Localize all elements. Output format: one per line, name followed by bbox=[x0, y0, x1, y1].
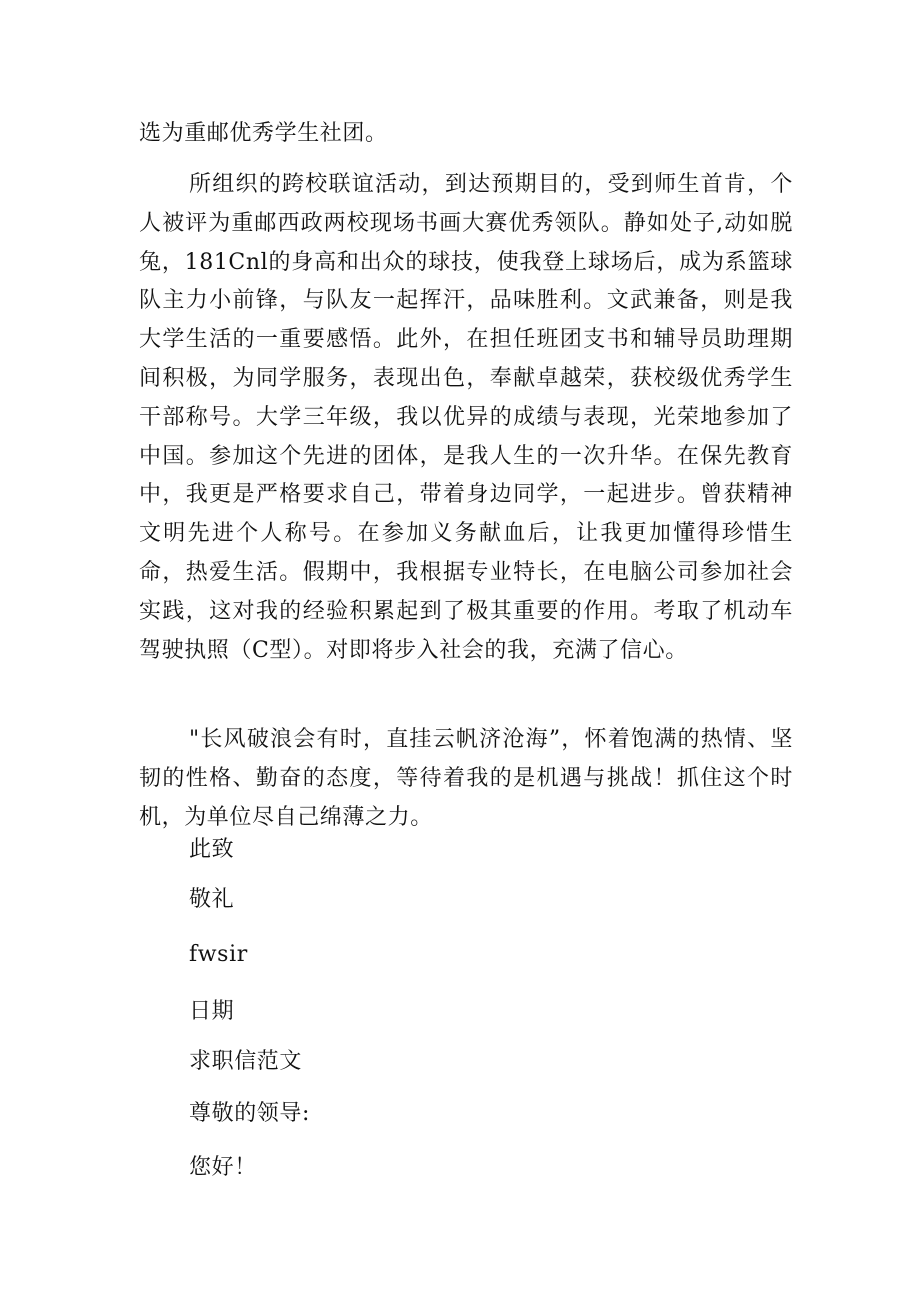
greeting: 您好！ bbox=[189, 1155, 257, 1180]
salutation: 尊敬的领导: bbox=[189, 1101, 311, 1126]
paragraph-2: 所组织的跨校联谊活动，到达预期目的，受到师生首肯，个人被评为重邮西政两校现场书画大赛优秀领队。静如处子,动如脱兔，181Cnl的身高和出众的球技，使我登上球场后，成为系篮球队主力小前锋，与队友一起挥汗，品味胜利。文武兼备，则是我大学生活的一重要感悟。此外，在担任班团支书和辅导员助理期间积极，为同学服务，表现出色，奉献卓越荣，获校级优秀学生干部称号。大学三年级，我以优异的成绩与表现，光荣地参加了中国。参加这个先进的团体，是我人生的一次升华。在保先教育中，我更是严格要求自己，带着身边同学，一起进步。曾获精神文明先进个人称号。在参加义务献血后，让我更加懂得珍惜生命，热爱生活。假期中，我根据专业特长，在电脑公司参加社会实践，这对我的经验积累起到了极其重要的作用。考取了机动车驾驶执照（C型）。对即将步入社会的我，充满了信心。 bbox=[139, 172, 793, 663]
signature: fwsir bbox=[189, 942, 248, 967]
paragraph-3: "长风破浪会有时，直挂云帆济沧海”，怀着饱满的热情、坚韧的性格、勤奋的态度，等待着我的是机遇与挑战！抓住这个时机，为单位尽自己绵薄之力。 bbox=[139, 727, 793, 830]
date-line: 日期 bbox=[189, 999, 235, 1024]
section-title: 求职信范文 bbox=[189, 1049, 303, 1074]
closing-line-1: 此致 bbox=[189, 837, 235, 862]
paragraph-1: 选为重邮优秀学生社团。 bbox=[139, 121, 388, 146]
closing-line-2: 敬礼 bbox=[189, 887, 235, 912]
